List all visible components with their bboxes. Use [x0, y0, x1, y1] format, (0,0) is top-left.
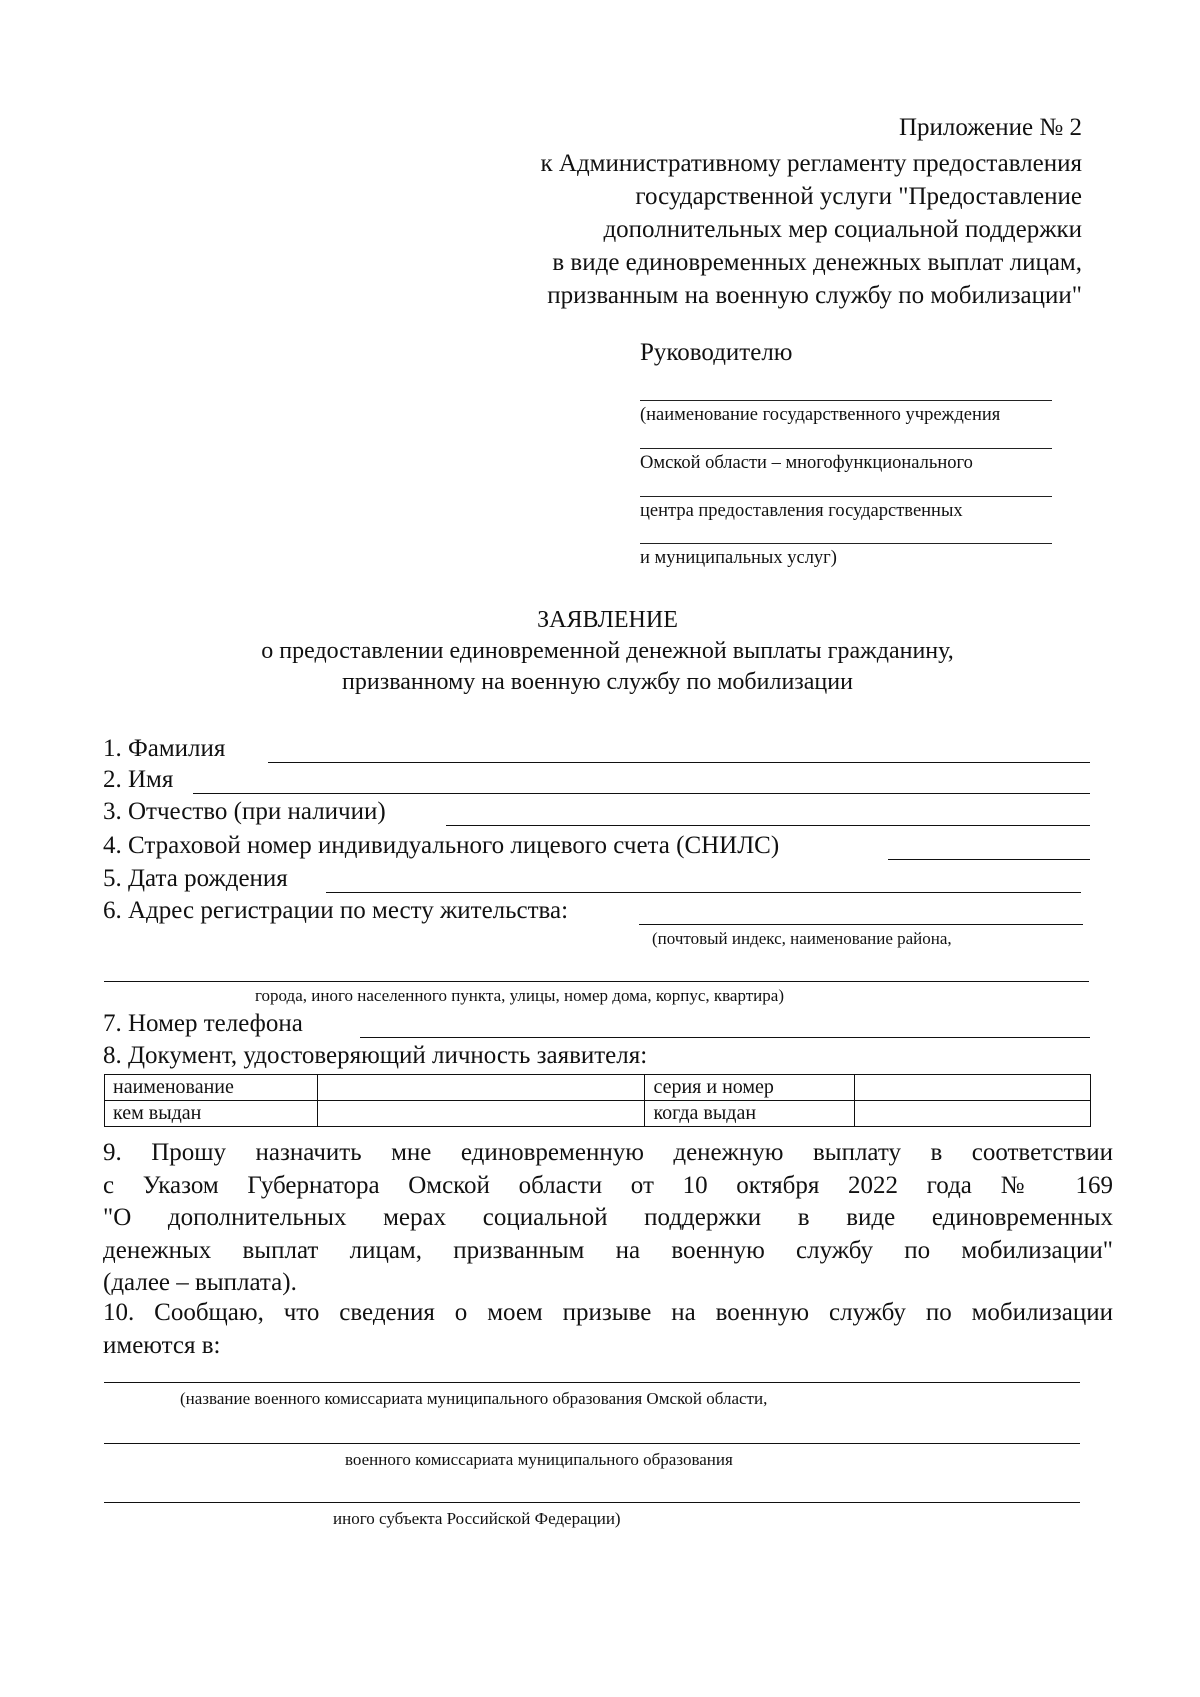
commissariat-caption-2: военного комиссариата муниципального образования	[345, 1450, 733, 1469]
doc-series-cell[interactable]	[855, 1075, 1091, 1101]
table-row	[105, 1101, 1091, 1127]
phone-input-line[interactable]	[360, 1037, 1090, 1038]
id-document-table	[104, 1074, 1091, 1127]
name-label: 2. Имя	[103, 766, 174, 793]
id-document-label: 8. Документ, удостоверяющий личность заявителя:	[103, 1042, 648, 1069]
doc-issued-by-label: кем выдан	[105, 1101, 318, 1127]
header-line-2: государственной услуги "Предоставление	[635, 183, 1082, 210]
commissariat-input-line-1[interactable]	[104, 1382, 1080, 1383]
paragraph-9-line-5: (далее – выплата).	[103, 1269, 297, 1296]
address-caption-2: города, иного населенного пункта, улицы, номер дома, корпус, квартира)	[255, 986, 784, 1005]
commissariat-caption-1: (название военного комиссариата муниципального образования Омской области,	[180, 1389, 768, 1408]
name-input-line[interactable]	[193, 793, 1090, 794]
paragraph-9	[103, 1137, 1113, 1300]
patronymic-input-line[interactable]	[446, 825, 1090, 826]
address-input-line-2[interactable]	[104, 981, 1089, 982]
table-row	[105, 1075, 1091, 1101]
recipient-to: Руководителю	[640, 339, 793, 366]
recipient-caption-2: Омской области – многофункционального	[640, 453, 973, 473]
document-subtitle-2: призванному на военную службу по мобилизации	[342, 669, 853, 695]
paragraph-9-line-1: 9. Прошу назначить мне единовременную денежную выплату в соответствии	[103, 1139, 1113, 1166]
paragraph-9-line-2: с Указом Губернатора Омской области от 10 октября 2022 года № 169	[103, 1171, 1113, 1199]
recipient-line-1[interactable]	[640, 400, 1052, 401]
recipient-line-3[interactable]	[640, 496, 1052, 497]
paragraph-9-line-3: "О дополнительных мерах социальной поддержки в виде единовременных	[103, 1204, 1113, 1231]
header-line-1: к Административному регламенту предоставления	[540, 150, 1082, 177]
birthdate-input-line[interactable]	[326, 892, 1081, 893]
doc-issued-when-cell[interactable]	[855, 1101, 1091, 1127]
doc-name-label: наименование	[105, 1075, 318, 1101]
commissariat-caption-3: иного субъекта Российской Федерации)	[333, 1509, 621, 1528]
surname-input-line[interactable]	[268, 762, 1090, 763]
header-line-4: в виде единовременных денежных выплат лицам,	[552, 249, 1082, 276]
snils-input-line[interactable]	[888, 859, 1090, 860]
paragraph-10	[103, 1297, 1113, 1362]
address-label: 6. Адрес регистрации по месту жительства:	[103, 897, 569, 924]
birthdate-label: 5. Дата рождения	[103, 865, 288, 892]
surname-label: 1. Фамилия	[103, 735, 226, 762]
paragraph-10-line-1: 10. Сообщаю, что сведения о моем призыве на военную службу по мобилизации	[103, 1299, 1113, 1326]
header-line-3: дополнительных мер социальной поддержки	[603, 216, 1082, 243]
address-caption-1: (почтовый индекс, наименование района,	[652, 929, 952, 948]
header-line-5: призванным на военную службу по мобилизации"	[547, 282, 1082, 309]
recipient-line-2[interactable]	[640, 448, 1052, 449]
paragraph-10-line-2: имеются в:	[103, 1331, 221, 1359]
document-title: ЗАЯВЛЕНИЕ	[537, 607, 678, 633]
document-subtitle-1: о предоставлении единовременной денежной выплаты гражданину,	[261, 638, 954, 664]
paragraph-9-line-4: денежных выплат лицам, призванным на военную службу по мобилизации"	[103, 1236, 1113, 1264]
commissariat-input-line-3[interactable]	[104, 1502, 1080, 1503]
patronymic-label: 3. Отчество (при наличии)	[103, 798, 386, 825]
address-input-line-1[interactable]	[639, 924, 1083, 925]
phone-label: 7. Номер телефона	[103, 1010, 303, 1037]
doc-series-label: серия и номер	[645, 1075, 855, 1101]
doc-issued-by-cell[interactable]	[317, 1101, 645, 1127]
recipient-caption-1: (наименование государственного учреждения	[640, 405, 1001, 425]
doc-name-cell[interactable]	[317, 1075, 645, 1101]
doc-issued-when-label: когда выдан	[645, 1101, 855, 1127]
recipient-caption-3: центра предоставления государственных	[640, 501, 963, 521]
appendix-number: Приложение № 2	[898, 114, 1082, 141]
snils-label: 4. Страховой номер индивидуального лицевого счета (СНИЛС)	[103, 832, 780, 859]
commissariat-input-line-2[interactable]	[104, 1443, 1080, 1444]
recipient-line-4[interactable]	[640, 543, 1052, 544]
recipient-caption-4: и муниципальных услуг)	[640, 548, 837, 568]
